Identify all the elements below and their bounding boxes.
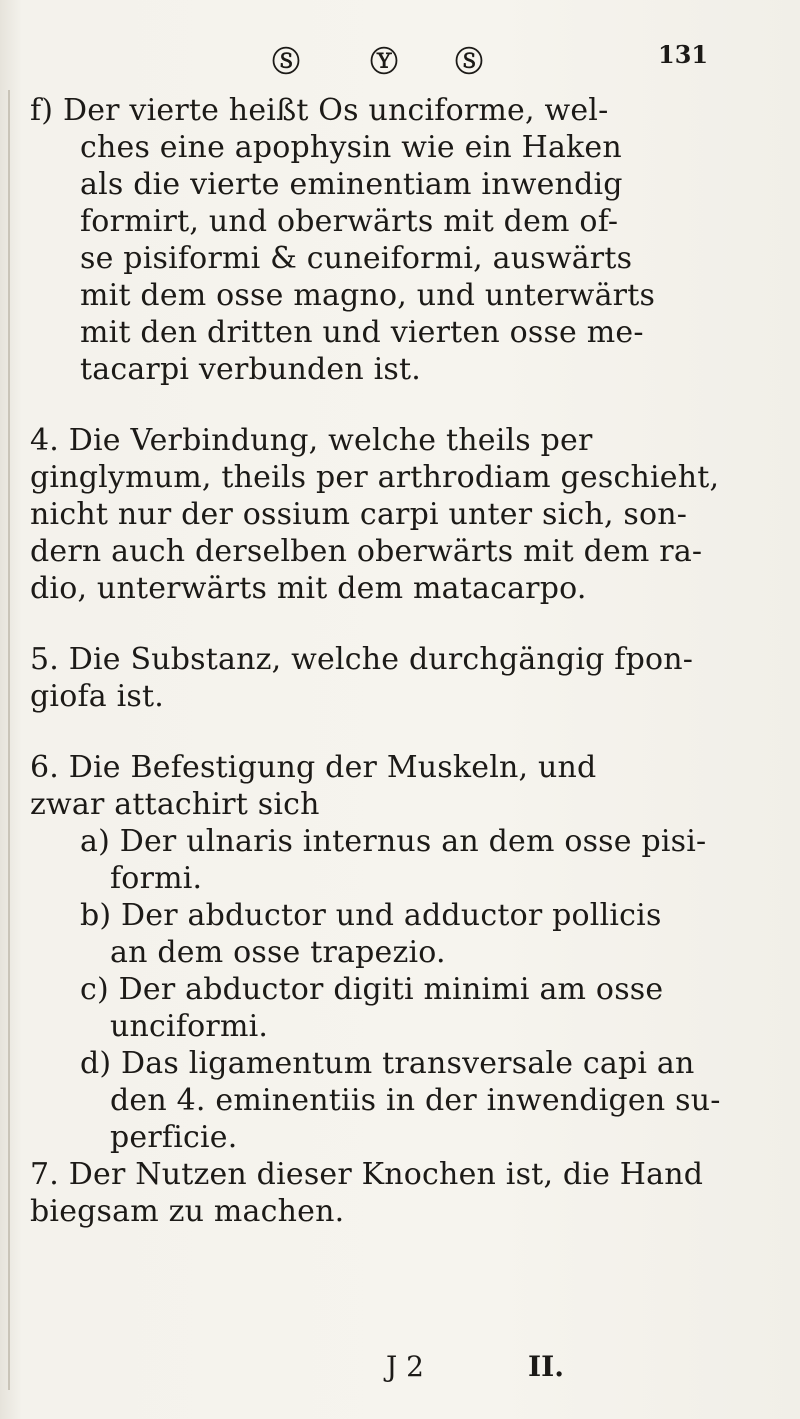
- text-line: ginglymum, theils per arthrodiam geschieht,: [30, 460, 720, 495]
- paragraph-f: [30, 92, 770, 388]
- paragraph-6b: [30, 897, 770, 971]
- page-footer: [0, 1350, 800, 1390]
- text-line: b) Der abductor und adductor pollicis: [80, 898, 662, 933]
- text-line: d) Das ligamentum transversale capi an: [80, 1046, 695, 1081]
- text-line: den 4. eminentiis in der inwendigen su-: [110, 1083, 721, 1118]
- text-line: nicht nur der ossium carpi unter sich, son-: [30, 497, 688, 532]
- paragraph-6a: [30, 823, 770, 897]
- text-line: giofa ist.: [30, 679, 164, 714]
- header-signature-3: Ⓢ: [455, 45, 484, 78]
- catchword: II.: [528, 1350, 564, 1383]
- header-signature-1: Ⓢ: [272, 45, 301, 78]
- paragraph-6d: [30, 1045, 770, 1156]
- binding-edge: [8, 90, 10, 1390]
- paragraph-6: [30, 749, 770, 823]
- text-line: biegsam zu machen.: [30, 1194, 345, 1229]
- signature-mark: J 2: [386, 1350, 424, 1383]
- text-line: a) Der ulnaris internus an dem osse pisi-: [80, 824, 707, 859]
- text-line: mit den dritten und vierten osse me-: [80, 315, 644, 350]
- text-line: an dem osse trapezio.: [110, 935, 446, 970]
- text-line: f) Der vierte heißt Os unciforme, wel-: [30, 93, 609, 128]
- text-line: 7. Der Nutzen dieser Knochen ist, die Hand: [30, 1157, 704, 1192]
- text-line: formi.: [110, 861, 203, 896]
- text-line: mit dem osse magno, und unterwärts: [80, 278, 656, 313]
- text-line: perficie.: [110, 1120, 238, 1155]
- text-line: als die vierte eminentiam inwendig: [80, 167, 623, 202]
- text-line: 4. Die Verbindung, welche theils per: [30, 423, 593, 458]
- text-line: unciformi.: [110, 1009, 269, 1044]
- text-line: 5. Die Substanz, welche durchgängig fpon-: [30, 642, 694, 677]
- text-line: zwar attachirt sich: [30, 787, 320, 822]
- text-line: dern auch derselben oberwärts mit dem ra-: [30, 534, 703, 569]
- paragraph-6c: [30, 971, 770, 1045]
- text-line: c) Der abductor digiti minimi am osse: [80, 972, 664, 1007]
- text-line: 6. Die Befestigung der Muskeln, und: [30, 750, 597, 785]
- paragraph-5: [30, 641, 770, 715]
- text-line: dio, unterwärts mit dem matacarpo.: [30, 571, 587, 606]
- page-header: [0, 40, 800, 80]
- paragraph-7: [30, 1156, 770, 1230]
- header-signature-2: Ⓨ: [370, 45, 399, 78]
- text-line: ches eine apophysin wie ein Haken: [80, 130, 622, 165]
- page-number: 131: [658, 40, 709, 69]
- paragraph-4: [30, 422, 770, 607]
- text-line: tacarpi verbunden ist.: [80, 352, 421, 387]
- text-line: se pisiformi & cuneiformi, auswärts: [80, 241, 633, 276]
- text-line: formirt, und oberwärts mit dem of-: [80, 204, 619, 239]
- body-text: [30, 92, 770, 1230]
